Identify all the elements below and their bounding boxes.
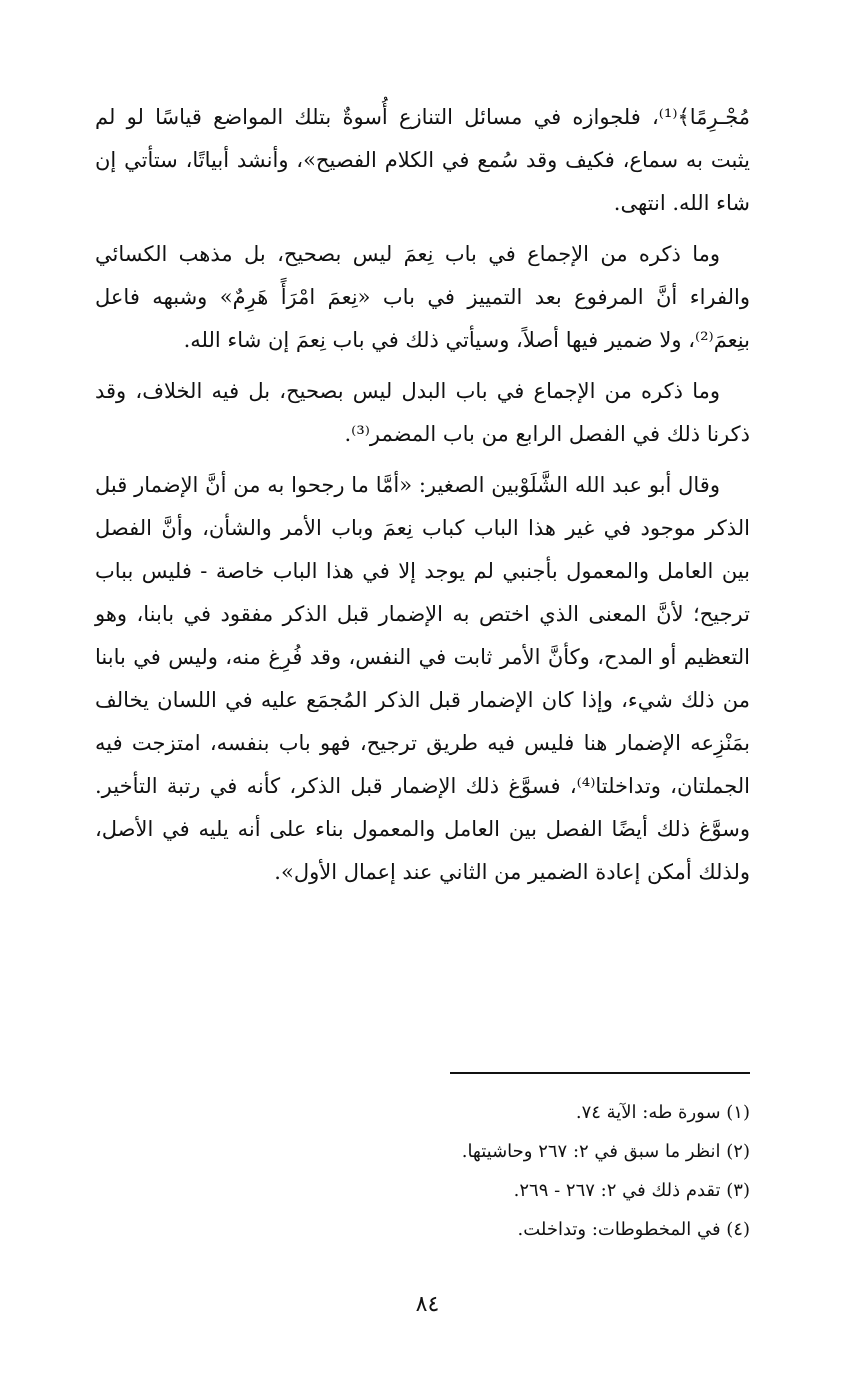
page-body — [95, 96, 750, 1240]
paragraph-4: وقال أبو عبد الله الشَّلَوْبين الصغير: «أمَّا ما رجحوا به من أنَّ الإضمار قبل الذكر موجود في غير هذا الباب كباب نِعمَ وباب الأمر والشأن، وأنَّ الفصل بين العامل والمعمول بأجنبي لم يوجد إلا في هذا الباب خاصة - فليس بباب ترجيح؛ لأنَّ المعنى الذي اختص به الإضمار قبل الذكر مفقود في بابنا، وهو التعظيم أو المدح، وكأنَّ الأمر ثابت في النفس، وقد فُرِغ منه، وليس في بابنا من ذلك شيء، وإذا كان الإضمار قبل الذكر المُجمَع عليه في اللسان يخالف بمَنْزِعه الإضمار هنا فليس فيه طريق ترجيح، فهو باب بنفسه، امتزجت فيه الجملتان، وتداخلتا⁽⁴⁾، فسوَّغ ذلك الإضمار قبل الذكر، كأنه في رتبة التأخير. وسوَّغ ذلك أيضًا الفصل بين العامل والمعمول بناء على أنه يليه في الأصل، ولذلك أمكن إعادة الضمير من الثاني عند إعمال الأول». — [95, 473, 750, 884]
page-number: ٨٤ — [415, 1292, 440, 1317]
paragraph-2: وما ذكره من الإجماع في باب نِعمَ ليس بصحيح، بل مذهب الكسائي والفراء أنَّ المرفوع بعد التمييز في باب «نِعمَ امْرَأً هَرِمٌ» وشبهه فاعل بنِعمَ⁽²⁾، ولا ضمير فيها أصلاً، وسيأتي ذلك في باب نِعمَ إن شاء الله. — [95, 242, 750, 352]
paragraph-1: مُجْـرِمًا﴾⁽¹⁾، فلجوازه في مسائل التنازع أُسوةٌ بتلك المواضع قياسًا لو لم يثبت به سماع، فكيف وقد سُمع في الكلام الفصيح»، وأنشد أبياتًا، ستأتي إن شاء الله. انتهى. — [95, 105, 750, 215]
footnote-1: (١) سورة طه: الآية ٧٤. — [575, 1102, 750, 1123]
footnote-4: (٤) في المخطوطات: وتداخلت. — [517, 1219, 750, 1240]
footnote-3: (٣) تقدم ذلك في ٢: ٢٦٧ - ٢٦٩. — [513, 1180, 750, 1201]
footnote-2: (٢) انظر ما سبق في ٢: ٢٦٧ وحاشيتها. — [461, 1141, 750, 1162]
footnotes-list — [95, 1096, 750, 1252]
paragraph-3: وما ذكره من الإجماع في باب البدل ليس بصحيح، بل فيه الخلاف، وقد ذكرنا ذلك في الفصل الرابع من باب المضمر⁽³⁾. — [95, 379, 750, 446]
footnote-separator — [450, 1072, 750, 1074]
